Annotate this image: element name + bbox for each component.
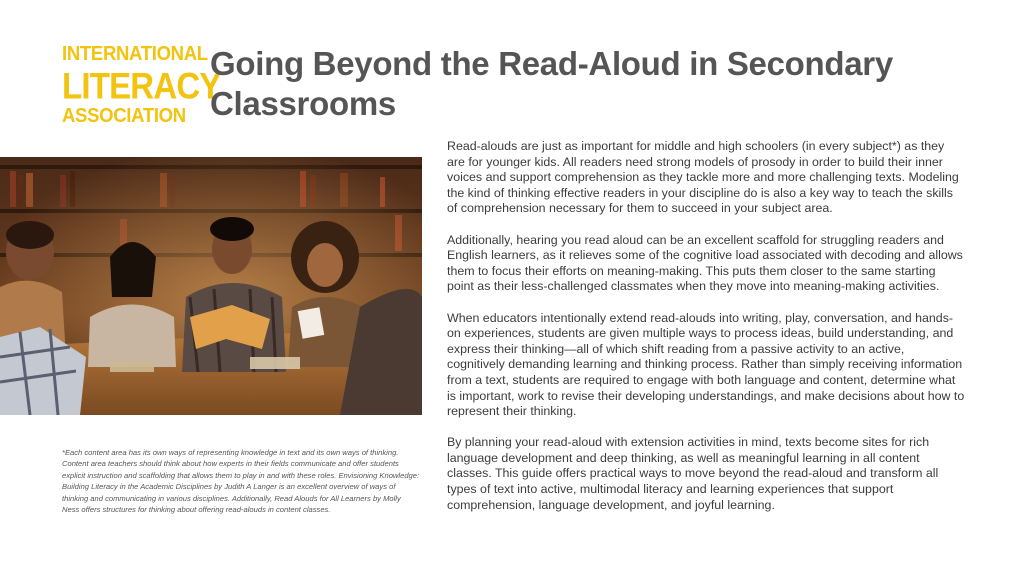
paragraph-1: Read-alouds are just as important for middle and high schoolers (in every subject*) as they are for younger kids. All readers need strong models of prosody in order to build their inner voices and support comprehension as they tackle more and more challenging texts. Modeling the kind of thinking effective readers in your discipline do is also a key way to teach the skills of comprehension necessary for them to succeed in your subject area. bbox=[447, 139, 959, 216]
students-reading-photo bbox=[0, 157, 422, 415]
logo-line-literacy: LITERACY bbox=[62, 64, 221, 106]
logo-line-association: ASSOCIATION bbox=[62, 103, 186, 127]
ila-logo bbox=[62, 41, 221, 127]
paragraph-3: When educators intentionally extend read-alouds into writing, play, conversation, and hands-on experiences, students are given multiple ways to process ideas, build understanding, and express their thinking—all of which shift reading from a passive activity to an active, cognitively demanding learning and thinking process. Rather than simply receiving information from a text, students are required to engage with both language and content, determine what is important, work to revise their developing understandings, and make decisions about how to represent their thinking. bbox=[447, 310, 965, 419]
footnote: *Each content area has its own ways of representing knowledge in text and its own ways of thinking. Content area teachers should think about how experts in their fields communicate and offer students explicit instruction and scaffolding that allows them to play in and with these roles. Envisioning Knowledge: Building Literacy in the Academic Disciplines by Judith A Langer is an excellent overview of ways of thinking and communicating in various disciplines. Additionally, Read Alouds for All Learners by Molly Ness offers structures for thinking about offering read-alouds in content classes. bbox=[62, 448, 420, 515]
paragraph-2: Additionally, hearing you read aloud can be an excellent scaffold for struggling readers and English learners, as it relieves some of the cognitive load associated with decoding and allows them to focus their efforts on meaning-making. This puts them closer to the same starting point as their less-challenged classmates when they move into meaning-making activities. bbox=[447, 232, 963, 294]
body-text bbox=[447, 139, 965, 513]
logo-line-international: INTERNATIONAL bbox=[62, 41, 208, 65]
paragraph-4: By planning your read-aloud with extension activities in mind, texts become sites for rich language development and deep thinking, as well as meaningful learning in all content classes. This guide offers practical ways to move beyond the read-aloud and transform all types of text into active, multimodal literacy and learning experiences that support comprehension, language development, and joyful learning. bbox=[447, 435, 939, 512]
page-title: Going Beyond the Read-Aloud in Secondary Classrooms bbox=[210, 45, 893, 122]
